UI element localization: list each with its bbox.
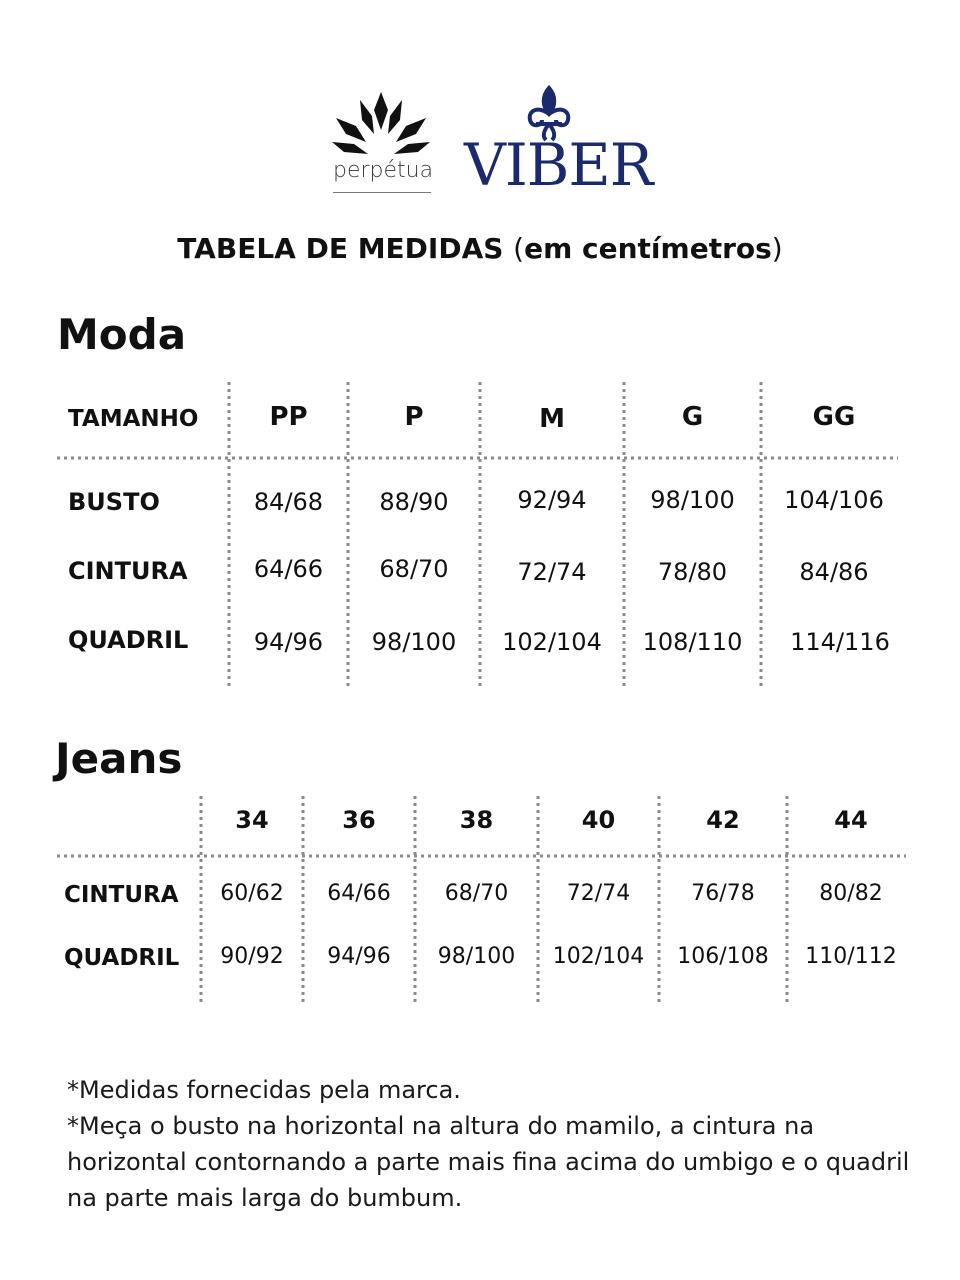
moda-cell: 104/106 [784,486,884,514]
moda-size-header: M [539,404,565,434]
viber-logo-text: VIBER [464,131,653,199]
moda-cell: 78/80 [657,558,728,586]
moda-cell: 94/96 [253,628,324,656]
jeans-cell: 106/108 [677,944,769,969]
jeans-cell: 94/96 [327,944,391,969]
moda-cell: 92/94 [517,486,587,514]
moda-cell: 84/86 [799,558,869,586]
jeans-cell: 102/104 [552,944,645,969]
moda-size-header: G [681,402,704,432]
jeans-cell: 64/66 [327,881,391,906]
jeans-cell: 110/112 [805,944,897,969]
jeans-heading: Jeans [55,734,183,783]
jeans-cell: 68/70 [444,881,509,906]
jeans-row-label: CINTURA [64,882,179,908]
moda-cell: 108/110 [642,628,743,656]
moda-row-label: BUSTO [68,488,160,516]
jeans-cell: 72/74 [566,881,631,906]
title-unit: em centímetros [524,232,772,265]
moda-row-label: CINTURA [68,557,188,585]
moda-cell: 68/70 [379,555,449,583]
moda-size-header: P [404,402,424,432]
perpetua-logo-text: perpétua [333,158,434,183]
moda-row-label: QUADRIL [68,626,189,654]
jeans-cell: 98/100 [437,944,516,969]
moda-size-header: PP [269,402,308,432]
jeans-cell: 80/82 [819,881,883,906]
page-title [0,232,960,265]
title-paren-open: ( [513,232,525,265]
moda-cell: 114/116 [790,628,890,656]
jeans-cell: 60/62 [220,881,284,906]
jeans-size-header: 42 [706,806,740,834]
title-main: TABELA DE MEDIDAS [177,232,504,265]
moda-cell: 64/66 [253,555,324,583]
jeans-size-header: 34 [235,806,269,834]
footnote: *Meça o busto na horizontal na altura do mamilo, a cintura na horizontal contornando a parte mais fina acima do umbigo e o quadril na parte mais larga do bumbum. [67,1112,910,1212]
moda-cell: 98/100 [371,628,457,656]
moda-cell: 84/68 [253,488,324,516]
moda-heading: Moda [57,310,187,359]
perpetua-underline [333,192,431,193]
moda-cell: 88/90 [379,488,449,516]
jeans-size-header: 38 [459,806,494,834]
moda-size-header: GG [812,402,856,432]
title-paren-close: ) [771,232,783,265]
jeans-row-label: QUADRIL [64,945,180,971]
jeans-size-header: 36 [342,806,376,834]
perpetua-logo-mark [330,90,432,162]
footnotes [67,1072,927,1216]
brand-logos [0,80,960,210]
moda-cell: 72/74 [517,558,587,586]
moda-corner-label: TAMANHO [68,406,199,432]
jeans-cell: 90/92 [220,944,284,969]
moda-cell: 102/104 [502,628,602,656]
jeans-size-header: 44 [834,806,868,834]
jeans-cell: 76/78 [691,881,755,906]
moda-cell: 98/100 [650,486,735,514]
jeans-size-header: 40 [581,806,616,834]
footnote: *Medidas fornecidas pela marca. [67,1076,461,1104]
